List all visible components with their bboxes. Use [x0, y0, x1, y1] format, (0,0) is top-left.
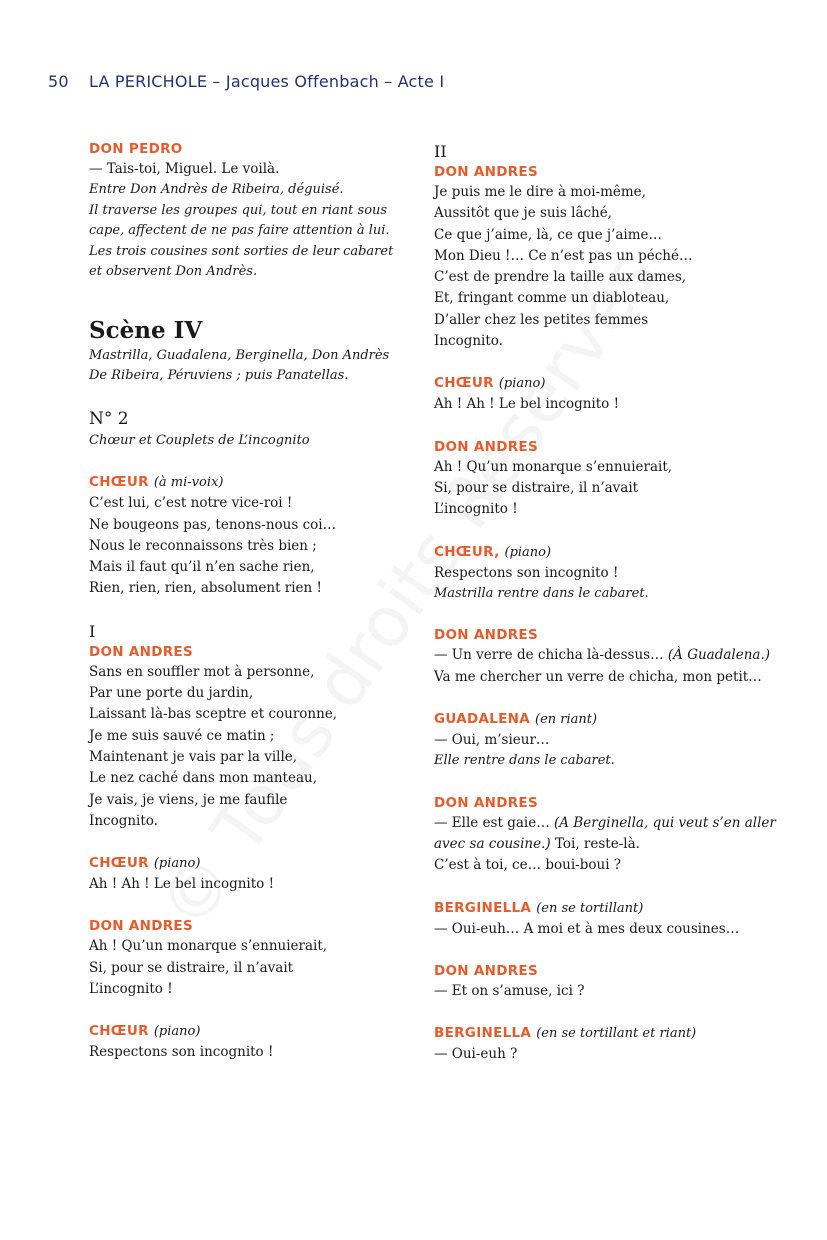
number-subtitle: Chœur et Couplets de L’incognito [89, 432, 310, 448]
dialogue-line: Mais il faut qu’il n’en sache rien, [89, 559, 315, 576]
stage-direction: et observent Don Andrès. [89, 264, 258, 280]
dialogue-line: D’aller chez les petites femmes [434, 311, 649, 328]
dialogue-line: Ce que j’aime, là, ce que j’aime… [434, 226, 662, 243]
speaker-direction: (piano) [153, 856, 201, 872]
stage-direction: Mastrilla rentre dans le cabaret. [434, 585, 649, 601]
dialogue-line: L’incognito ! [434, 501, 518, 518]
dialogue-line: Par une porte du jardin, [89, 685, 254, 702]
running-title: LA PERICHOLE – Jacques Offenbach – Acte I [89, 72, 445, 91]
dialogue-line: Je puis me le dire à moi-même, [434, 184, 646, 200]
dialogue-line: Ah ! Qu’un monarque s’ennuierait, [89, 938, 328, 955]
dialogue-line: Nous le reconnaissons très bien ; [89, 537, 317, 554]
speaker-direction: (en riant) [535, 711, 598, 727]
speaker-label: DON ANDRES [89, 643, 193, 660]
dialogue-line: — Un verre de chicha là-dessus… (À Guadalena.) [434, 647, 771, 664]
speaker-label: CHŒUR (à mi-voix) [89, 474, 224, 491]
dialogue-line: — Oui-euh… A moi et à mes deux cousines… [434, 920, 740, 937]
dialogue-line: Si, pour se distraire, il n’avait [89, 959, 294, 976]
speaker-label: BERGINELLA (en se tortillant) [434, 899, 644, 916]
speaker-label: DON ANDRES [434, 164, 538, 180]
dialogue-line: Ah ! Ah ! Le bel incognito ! [434, 396, 620, 413]
inline-direction: (A Berginella, qui veut s’en aller [553, 814, 776, 831]
left-column [89, 139, 439, 1064]
verse-number: II [434, 142, 447, 161]
stage-direction: De Ribeira, Péruviens ; puis Panatellas. [89, 368, 349, 384]
speaker-label: DON ANDRES [89, 918, 193, 935]
dialogue-line: Et, fringant comme un diabloteau, [434, 290, 670, 307]
page-header [48, 72, 444, 91]
stage-direction: Entre Don Andrès de Ribeira, déguisé. [89, 182, 344, 198]
dialogue-line: avec sa cousine.) Toi, reste-là. [434, 836, 640, 853]
speaker-direction: (piano) [153, 1024, 201, 1040]
dialogue-line: C’est à toi, ce… boui-boui ? [434, 857, 622, 874]
speaker-label: GUADALENA (en riant) [434, 710, 598, 727]
dialogue-line: C’est lui, c’est notre vice-roi ! [89, 495, 293, 512]
dialogue-line: Je vais, je viens, je me faufile [89, 791, 288, 808]
speaker-label: CHŒUR (piano) [89, 1023, 201, 1040]
speaker-label: DON PEDRO [89, 141, 183, 157]
dialogue-line: Incognito. [434, 333, 503, 350]
speaker-label: DON ANDRES [434, 794, 538, 811]
right-column [434, 139, 784, 1066]
speaker-direction: (piano) [498, 376, 546, 392]
dialogue-line: — Et on s’amuse, ici ? [434, 982, 585, 999]
inline-direction: (À Guadalena.) [667, 647, 771, 664]
dialogue-line: Si, pour se distraire, il n’avait [434, 479, 639, 496]
dialogue-line: — Oui, m’sieur… [434, 731, 550, 748]
speaker-label: DON ANDRES [434, 962, 538, 979]
dialogue-line: Rien, rien, rien, absolument rien ! [89, 580, 322, 597]
dialogue-line: Ah ! Ah ! Le bel incognito ! [89, 876, 275, 893]
stage-direction: Elle rentre dans le cabaret. [434, 753, 615, 769]
dialogue-line: L’incognito ! [89, 981, 173, 998]
speaker-direction: (en se tortillant) [536, 900, 644, 916]
page-number: 50 [48, 72, 69, 91]
speaker-direction: (piano) [504, 544, 552, 560]
speaker-label: DON ANDRES [434, 438, 538, 455]
dialogue-line: Va me chercher un verre de chicha, mon petit… [434, 668, 762, 685]
speaker-direction: (à mi-voix) [153, 475, 224, 491]
dialogue-line: Aussitôt que je suis lâché, [434, 205, 613, 222]
dialogue-line: — Oui-euh ? [434, 1046, 518, 1063]
dialogue-line: Respectons son incognito ! [434, 564, 619, 581]
dialogue-line: Maintenant je vais par la ville, [89, 748, 298, 765]
speaker-label: CHŒUR (piano) [434, 375, 546, 392]
dialogue-line: Ne bougeons pas, tenons-nous coi… [89, 516, 337, 533]
speaker-label: DON ANDRES [434, 627, 538, 644]
stage-direction: Les trois cousines sont sorties de leur cabaret [89, 243, 394, 259]
speaker-label: BERGINELLA (en se tortillant et riant) [434, 1025, 697, 1042]
dialogue-line: Laissant là-bas sceptre et couronne, [89, 706, 338, 723]
verse-number: I [89, 621, 96, 641]
dialogue-line: — Elle est gaie… (A Berginella, qui veut s’en aller [434, 814, 776, 831]
stage-direction: Mastrilla, Guadalena, Berginella, Don Andrès [89, 347, 390, 363]
speaker-label: CHŒUR, (piano) [434, 543, 552, 560]
stage-direction: Il traverse les groupes qui, tout en riant sous [89, 202, 388, 218]
dialogue-line: Incognito. [89, 812, 158, 829]
inline-direction: avec sa cousine.) [434, 836, 551, 853]
dialogue-line: Mon Dieu !… Ce n’est pas un péché… [434, 247, 693, 264]
scene-title: Scène IV [89, 316, 203, 344]
stage-direction: cape, affectent de ne pas faire attention à lui. [89, 223, 390, 239]
speaker-label: CHŒUR (piano) [89, 855, 201, 872]
number-title: N° 2 [89, 408, 129, 429]
dialogue-line: Sans en souffler mot à personne, [89, 663, 315, 680]
dialogue-line: Je me suis sauvé ce matin ; [89, 727, 275, 744]
dialogue-line: — Tais-toi, Miguel. Le voilà. [89, 161, 280, 177]
dialogue-line: Le nez caché dans mon manteau, [89, 770, 317, 787]
speaker-direction: (en se tortillant et riant) [536, 1026, 697, 1042]
dialogue-line: Ah ! Qu’un monarque s’ennuierait, [434, 458, 673, 475]
dialogue-line: Respectons son incognito ! [89, 1044, 274, 1061]
dialogue-line: C’est de prendre la taille aux dames, [434, 269, 687, 286]
